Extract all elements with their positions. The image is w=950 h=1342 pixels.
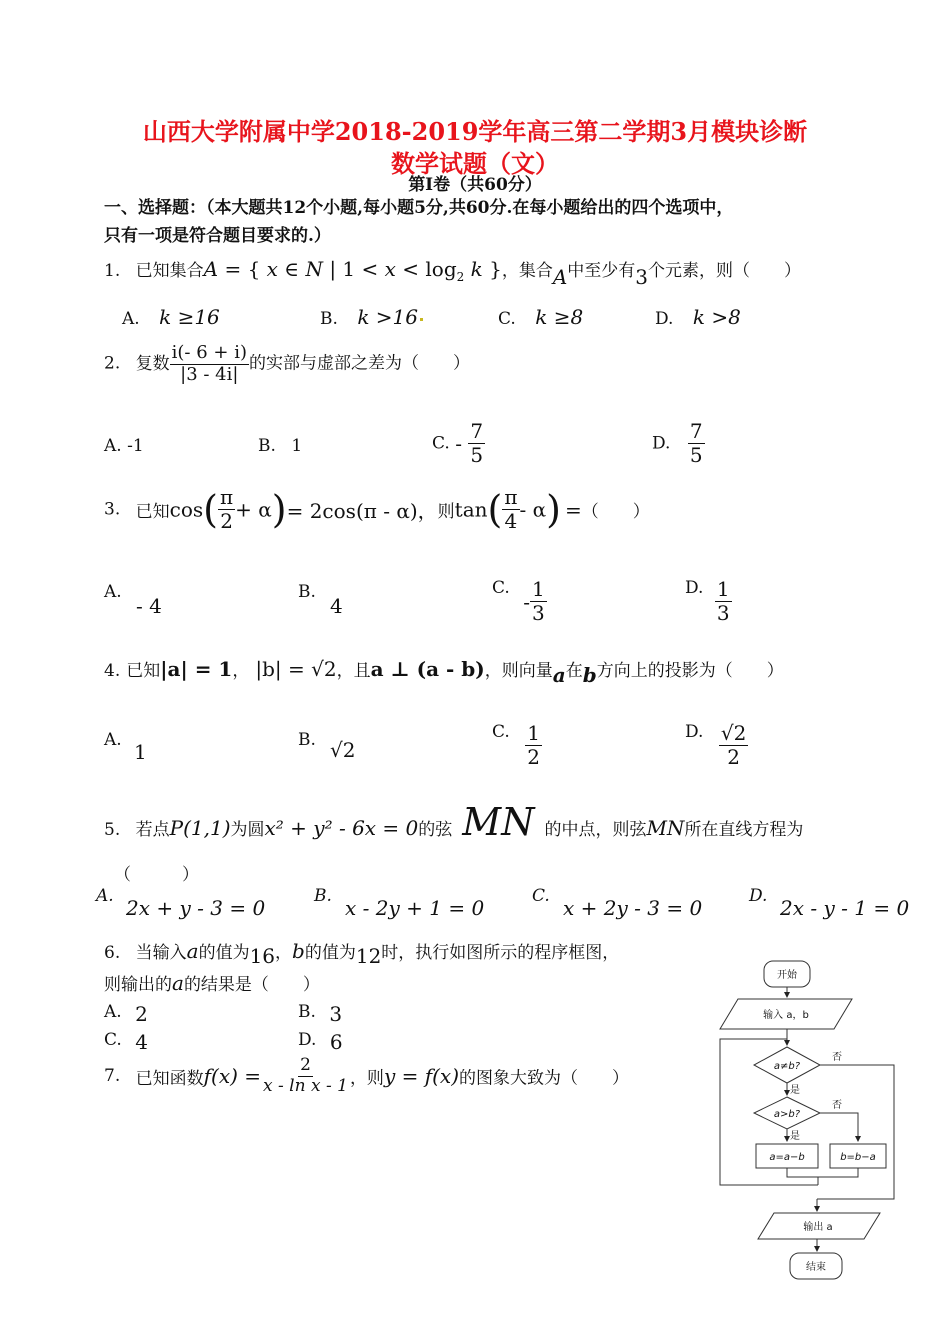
- q1-option-c[interactable]: C. k ≥8: [498, 305, 584, 329]
- question-1: 1. 已知集合A = { x ∈ N | $1 < x < \log_2 k$ }，集合A中至少有3个元素，则（ ）: [104, 257, 802, 289]
- q5-answer-b: x - 2y + 1 = 0: [345, 896, 485, 920]
- flow-box2-label: b=b−a: [840, 1152, 876, 1163]
- q5-option-c[interactable]: C.: [532, 886, 550, 906]
- question-6-cont: 则输出的a的结果是（ ）: [104, 971, 320, 995]
- flow-yes2-label: 是: [790, 1131, 800, 1142]
- q3-answer-b: 4: [330, 594, 343, 618]
- q4-answer-b: √2: [330, 738, 356, 762]
- q4-answer-a: 1: [134, 740, 147, 764]
- page-title: 山西大学附属中学2018-2019学年高三第二学期3月模块诊断: [142, 117, 808, 146]
- flow-end-label: 结束: [806, 1262, 826, 1273]
- flow-start-label: 开始: [777, 970, 797, 981]
- page-subtitle: 数学试题（文）: [391, 149, 559, 178]
- q3-option-b[interactable]: B.: [298, 582, 316, 602]
- q2-option-d[interactable]: D. $\frac{7}{5}$: [652, 419, 703, 467]
- q3-option-d[interactable]: D. $\frac{1}{3}$: [685, 577, 730, 625]
- q4-option-a[interactable]: A.: [104, 730, 122, 750]
- question-4: 4. 已知|a| = 1， |b| = √2，且a ⊥ (a - b)，则向量a在b方向上的投影为（ ）: [104, 657, 784, 687]
- q4-option-d[interactable]: D. $\frac{√2}{2}$: [685, 721, 747, 769]
- flow-no2-label: 否: [832, 1100, 842, 1111]
- flow-no1-label: 否: [832, 1052, 842, 1063]
- question-7: 7. 已知函数f(x) = $\frac{2}{\text{x - ln x - 1}}$ ，则y = f(x)的图象大致为（ ）: [104, 1055, 629, 1096]
- q3-option-a[interactable]: A.: [104, 582, 122, 602]
- flow-cond2-label: a>b?: [773, 1109, 801, 1120]
- q2-option-b[interactable]: B. 1: [258, 436, 303, 456]
- q6-option-d[interactable]: D. 6: [298, 1030, 343, 1054]
- flow-input-label: 输入 a，b: [763, 1010, 809, 1021]
- q2-option-a[interactable]: A. -1: [104, 436, 144, 456]
- section-heading: 一、选择题：（本大题共12个小题,每小题5分,共60分.在每小题给出的四个选项中，: [104, 198, 734, 218]
- q4-option-b[interactable]: B.: [298, 730, 316, 750]
- volume-title: 第Ⅰ卷（共60分）: [408, 175, 542, 195]
- q2-option-c[interactable]: C. - $\frac{7}{5}$: [432, 419, 484, 467]
- q5-answer-a: 2x + y - 3 = 0: [126, 896, 266, 920]
- program-flowchart: [710, 955, 910, 1285]
- q1-option-d[interactable]: D. k >8: [655, 305, 741, 329]
- q5-answer-d: 2x - y - 1 = 0: [780, 896, 910, 920]
- q3-answer-a: - 4: [136, 594, 162, 618]
- flow-cond1-label: a≠b?: [773, 1061, 801, 1072]
- section-heading-cont: 只有一项是符合题目要求的.）: [104, 226, 331, 246]
- q5-option-d[interactable]: D.: [749, 886, 768, 906]
- flow-output-label: 输出 a: [803, 1222, 833, 1233]
- q5-option-a[interactable]: A.: [96, 886, 114, 906]
- q5-option-b[interactable]: B.: [314, 886, 332, 906]
- flow-box1-label: a=a−b: [769, 1152, 805, 1163]
- q6-option-a[interactable]: A. 2: [104, 1002, 148, 1026]
- question-2: 2. 复数 $\frac{i(- 6 + i)}{|3 - 4i|}$ 的实部与虚部之差为（ ）: [104, 342, 470, 385]
- question-number: 1.: [104, 261, 121, 281]
- q5-answer-paren: （ ）: [114, 865, 199, 885]
- question-5: 5. 若点P(1,1)为圆x² + y² - 6x = 0的弦 MN 的中点，则弦MN所在直线方程为: [104, 800, 804, 844]
- stray-dot: [420, 318, 423, 321]
- question-6: 6. 当输入a的值为16，b的值为12时，执行如图所示的程序框图，: [104, 939, 620, 968]
- q4-option-c[interactable]: C. $\frac{1}{2}$: [492, 721, 540, 769]
- q3-option-c[interactable]: C. - $\frac{1}{3}$: [492, 577, 545, 625]
- q1-option-a[interactable]: A. k ≥16: [122, 305, 220, 329]
- q1-option-b[interactable]: B. k >16: [320, 305, 418, 329]
- q6-option-c[interactable]: C. 4: [104, 1030, 148, 1054]
- q5-answer-c: x + 2y - 3 = 0: [563, 896, 703, 920]
- flow-yes1-label: 是: [790, 1085, 800, 1096]
- complex-fraction: $\frac{i(- 6 + i)}{|3 - 4i|}$: [171, 342, 247, 385]
- q6-option-b[interactable]: B. 3: [298, 1002, 343, 1026]
- question-3: 3. 已知cos( $\frac{\pi}{2}$ + α)= 2cos(π - α)，则tan( $\frac{\pi}{4}$ - α) =（ ）: [104, 485, 650, 533]
- set-expression: A = { x ∈ N | $1 < x < \log_2 k$ }: [203, 257, 502, 284]
